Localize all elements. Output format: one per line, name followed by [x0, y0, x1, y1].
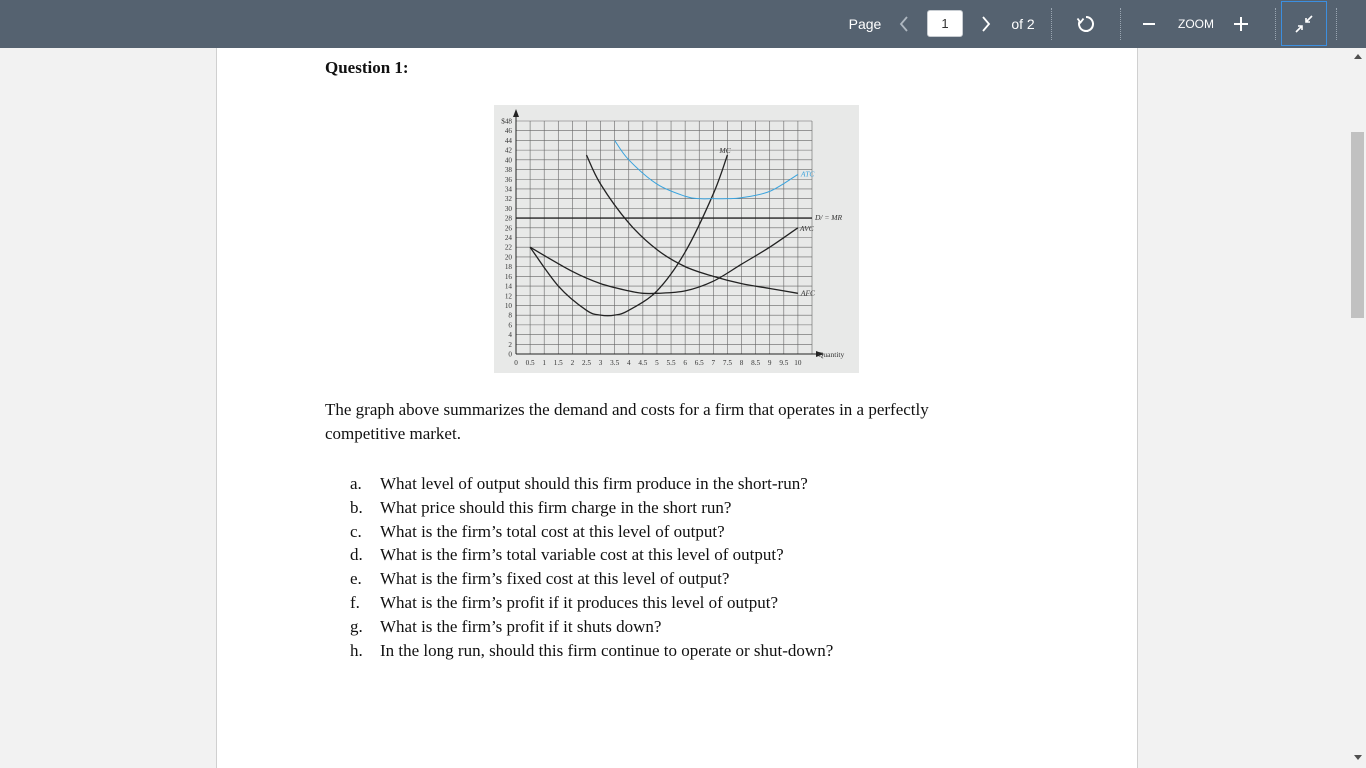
y-tick-label: 46	[504, 127, 512, 136]
y-tick-label: 12	[504, 292, 512, 301]
x-tick-label: 8	[739, 359, 744, 367]
question-item	[350, 567, 950, 591]
x-tick-label: 6	[683, 359, 687, 367]
x-tick-label: 3	[598, 359, 603, 367]
x-tick-label: 1.5	[553, 359, 563, 367]
y-tick-label: $48	[501, 117, 512, 126]
scroll-up-arrow-icon[interactable]	[1354, 53, 1362, 59]
scrollbar-thumb[interactable]	[1351, 132, 1364, 318]
y-tick-label: 14	[504, 282, 512, 291]
toolbar-divider	[1275, 8, 1276, 40]
curve-avc-label: AVC	[799, 223, 814, 233]
question-text: What is the firm’s profit if it shuts down?	[380, 616, 662, 636]
question-item	[350, 639, 950, 663]
x-tick-label: 9.5	[779, 359, 789, 367]
page-label: Page	[848, 16, 882, 32]
question-letter: b.	[350, 497, 363, 517]
chevron-right-icon	[981, 16, 991, 32]
curve-atc-label: ATC	[800, 169, 815, 179]
x-tick-label: 7.5	[722, 359, 732, 367]
cost-curves-graph	[494, 105, 859, 373]
question-item	[350, 496, 950, 520]
question-letter: g.	[350, 616, 363, 636]
y-tick-label: 28	[504, 214, 512, 223]
rotate-button[interactable]	[1072, 0, 1100, 48]
pdf-toolbar	[0, 0, 1366, 48]
question-text: What is the firm’s total variable cost at this level of output?	[380, 545, 784, 565]
y-tick-label: 10	[504, 301, 512, 310]
question-letter: e.	[350, 569, 362, 589]
x-tick-label: 0.5	[525, 359, 535, 367]
question-text: What is the firm’s fixed cost at this level of output?	[380, 569, 730, 589]
question-letter: c.	[350, 521, 362, 541]
question-letter: a.	[350, 474, 362, 493]
rotate-icon	[1076, 14, 1096, 34]
page-number-input[interactable]	[927, 10, 963, 37]
y-tick-label: 6	[508, 321, 512, 330]
toolbar-divider	[1051, 8, 1052, 40]
x-tick-label: 0	[514, 359, 518, 367]
plus-icon	[1233, 16, 1249, 32]
question-text: In the long run, should this firm continue to operate or shut-down?	[380, 640, 834, 660]
question-text: What level of output should this firm produce in the short-run?	[380, 474, 808, 493]
next-page-button[interactable]	[975, 0, 997, 48]
total-pages: of 2	[1011, 16, 1035, 32]
y-tick-label: 16	[504, 272, 512, 281]
question-list	[350, 472, 950, 662]
x-tick-label: 4	[626, 359, 631, 367]
toolbar-divider	[1120, 8, 1121, 40]
y-tick-label: 24	[504, 234, 512, 242]
question-item	[350, 543, 950, 567]
y-tick-label: 40	[504, 156, 512, 165]
x-tick-label: 2.5	[581, 359, 591, 367]
intro-paragraph: The graph above summarizes the demand and costs for a firm that operates in a perfectly competitive market.	[325, 400, 929, 443]
question-letter: h.	[350, 640, 363, 660]
scroll-down-arrow-icon[interactable]	[1354, 755, 1362, 761]
x-tick-label: 4.5	[638, 359, 648, 367]
x-tick-label: 5	[655, 359, 659, 367]
y-tick-label: 36	[504, 175, 512, 184]
zoom-out-button[interactable]	[1138, 0, 1160, 48]
chevron-left-icon	[899, 16, 909, 32]
y-tick-label: 34	[504, 185, 512, 194]
prev-page-button[interactable]	[893, 0, 915, 48]
zoom-label: ZOOM	[1178, 17, 1214, 31]
question-text: What is the firm’s profit if it produces this level of output?	[380, 592, 778, 612]
question-text: What is the firm’s total cost at this level of output?	[380, 521, 725, 541]
x-tick-label: 2	[570, 359, 575, 367]
x-axis-label: Quantity	[818, 350, 845, 359]
question-letter: d.	[350, 545, 363, 565]
question-item	[350, 615, 950, 639]
x-tick-label: 8.5	[751, 359, 761, 367]
y-tick-label: 18	[504, 263, 512, 272]
x-tick-label: 10	[794, 359, 802, 367]
minus-icon	[1142, 17, 1156, 31]
x-tick-label: 5.5	[666, 359, 676, 367]
question-item	[350, 591, 950, 615]
zoom-in-button[interactable]	[1230, 0, 1252, 48]
question-text: What price should this firm charge in the short run?	[380, 497, 732, 517]
y-tick-label: 8	[508, 311, 512, 320]
curve-mc-label: MC	[719, 145, 731, 155]
question-title: Question 1:	[325, 58, 409, 77]
y-tick-label: 4	[508, 331, 512, 340]
question-letter: f.	[350, 592, 360, 612]
y-tick-label: 44	[504, 136, 512, 145]
exit-fullscreen-button[interactable]	[1281, 1, 1327, 46]
x-tick-label: 7	[711, 359, 716, 367]
curve-d-mr-label: D/ = MR	[815, 213, 843, 223]
y-tick-label: 42	[504, 146, 512, 155]
y-tick-label: 22	[504, 243, 512, 252]
y-tick-label: 26	[504, 224, 512, 233]
collapse-icon	[1295, 15, 1313, 33]
y-tick-label: 2	[508, 340, 512, 349]
y-tick-label: 38	[504, 166, 512, 175]
question-item	[350, 472, 950, 496]
y-tick-label: 0	[508, 350, 512, 359]
y-tick-label: 30	[504, 204, 512, 213]
graph-background	[494, 105, 859, 373]
curve-afc-label: AFC	[800, 288, 816, 298]
x-tick-label: 3.5	[610, 359, 620, 367]
x-tick-label: 1	[542, 359, 546, 367]
pdf-page	[216, 48, 1138, 768]
x-tick-label: 9	[767, 359, 772, 367]
y-tick-label: 32	[504, 195, 512, 204]
x-tick-label: 6.5	[694, 359, 704, 367]
question-item	[350, 520, 950, 544]
toolbar-divider	[1336, 8, 1337, 40]
y-tick-label: 20	[504, 253, 512, 262]
